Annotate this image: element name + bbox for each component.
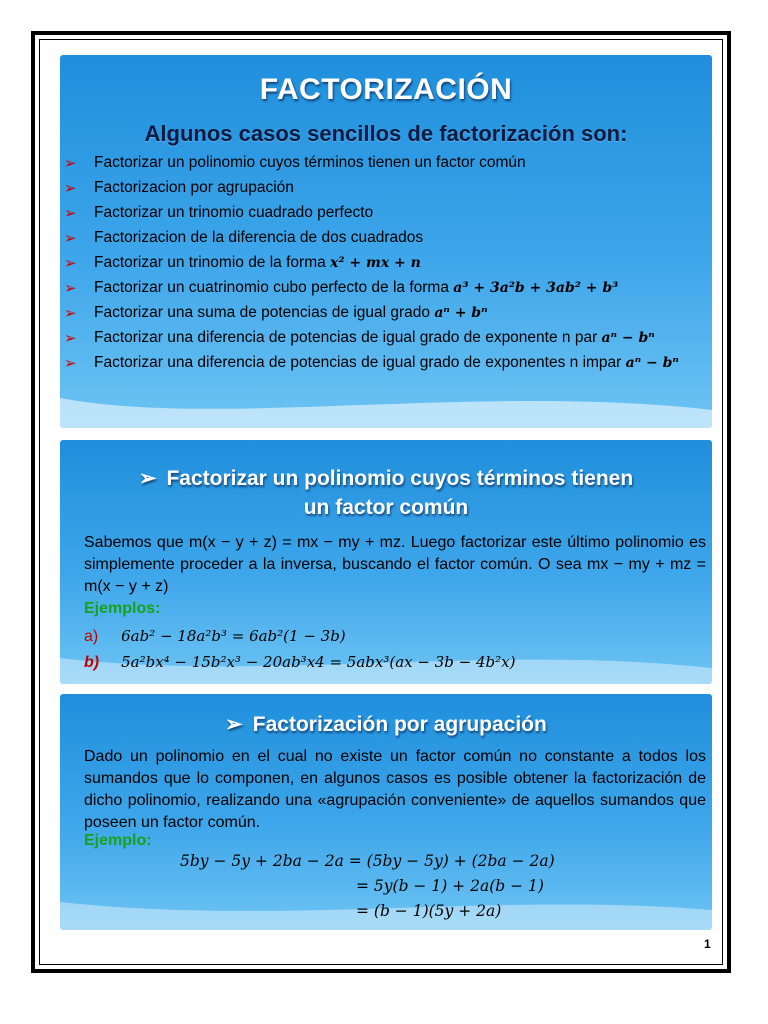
arrow-bullet-icon: ➢ bbox=[64, 305, 77, 322]
case-item: ➢ Factorizar una diferencia de potencias de igual grado de exponente n par aⁿ − bⁿ bbox=[64, 329, 655, 347]
arrow-bullet-icon: ➢ bbox=[64, 180, 77, 197]
example-b: b) 5a²bx⁴ − 15b²x³ − 20ab³x4 = 5abx³(ax − 3b − 4b²x) bbox=[84, 653, 516, 671]
page-subtitle: Algunos casos sencillos de factorización son: bbox=[144, 121, 628, 146]
page-number: 1 bbox=[704, 937, 711, 951]
examples-label: Ejemplos: bbox=[84, 600, 161, 617]
case-item: ➢ Factorizacion de la diferencia de dos cuadrados bbox=[64, 229, 424, 247]
case-item: ➢ Factorizar un trinomio de la forma x² + mx + n bbox=[64, 254, 421, 272]
case-item: ➢ Factorizar un trinomio cuadrado perfecto bbox=[64, 204, 374, 222]
wave-decoration bbox=[60, 388, 712, 428]
equation-line-1: 5by − 5y + 2ba − 2a = (5by − 5y) + (2ba − 2a) bbox=[180, 852, 555, 870]
arrow-bullet-icon: ➢ bbox=[64, 255, 77, 272]
example-label: Ejemplo: bbox=[84, 832, 152, 849]
arrow-bullet-icon: ➢ bbox=[64, 330, 77, 347]
page-title: FACTORIZACIÓN bbox=[259, 73, 513, 106]
grouping-panel bbox=[60, 694, 712, 930]
case-item: ➢ Factorizacion por agrupación bbox=[64, 179, 294, 197]
arrow-bullet-icon: ➢ bbox=[64, 155, 77, 172]
arrow-bullet-icon: ➢ bbox=[138, 467, 157, 490]
section-title: ➢ Factorización por agrupación bbox=[225, 713, 547, 736]
section-paragraph: Dado un polinomio en el cual no existe un factor común no constante a todos los sumandos que lo componen, en algunos casos es posible obtener la factorización de dicho polinomio, realizando una «agrupación conveniente» de aquellos sumandos que poseen un factor común. bbox=[84, 748, 706, 831]
case-item: ➢ Factorizar una diferencia de potencias de igual grado de exponentes n impar aⁿ − bⁿ bbox=[64, 354, 679, 372]
equation-line-2: = 5y(b − 1) + 2a(b − 1) bbox=[356, 877, 544, 895]
case-item: ➢ Factorizar un polinomio cuyos términos tienen un factor común bbox=[64, 154, 526, 172]
common-factor-panel bbox=[60, 440, 712, 684]
section-paragraph: Sabemos que m(x − y + z) = mx − my + mz. Luego factorizar este último polinomio es simplemente proceder a la inversa, buscando el factor común. O sea mx − my + mz = m(x − y + z) bbox=[84, 534, 706, 595]
section-title: ➢ Factorizar un polinomio cuyos términos tienen un factor común bbox=[138, 467, 634, 519]
arrow-bullet-icon: ➢ bbox=[64, 280, 77, 297]
case-item: ➢ Factorizar un cuatrinomio cubo perfecto de la forma a³ + 3a²b + 3ab² + b³ bbox=[64, 279, 619, 297]
arrow-bullet-icon: ➢ bbox=[64, 355, 77, 372]
equation-line-3: = (b − 1)(5y + 2a) bbox=[356, 902, 502, 920]
case-item: ➢ Factorizar una suma de potencias de igual grado aⁿ + bⁿ bbox=[64, 304, 488, 322]
example-a: a) 6ab² − 18a²b³ = 6ab²(1 − 3b) bbox=[84, 627, 346, 645]
cases-panel bbox=[60, 55, 712, 428]
arrow-bullet-icon: ➢ bbox=[64, 205, 77, 222]
arrow-bullet-icon: ➢ bbox=[225, 713, 243, 736]
cases-list bbox=[60, 153, 712, 378]
arrow-bullet-icon: ➢ bbox=[64, 230, 77, 247]
